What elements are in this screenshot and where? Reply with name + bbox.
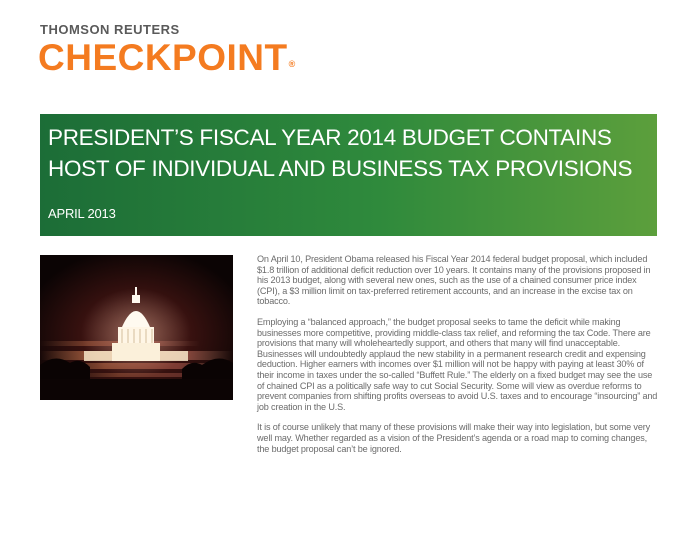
article-paragraph: It is of course unlikely that many of these provisions will make their way into legislation, but some very well may. Whether regarded as a vision of the President’s agenda or a road map to coming changes, the budget proposal can’t be ignored. [257,422,650,454]
article-body [257,254,661,464]
brand-product: CHECKPOINT [38,37,288,78]
title-banner [40,114,657,236]
page-title [48,122,648,184]
page-title-line-2: HOST OF INDIVIDUAL AND BUSINESS TAX PROVISIONS [48,156,633,181]
capitol-photo [40,255,233,400]
article-paragraph: On April 10, President Obama released his Fiscal Year 2014 federal budget proposal, which included $1.8 trillion of additional deficit reduction over 10 years. It contains many of the provisions proposed in his 2013 budget, along with several new ones, such as the use of a chained consumer price index (CPI), a $3 million limit on tax-preferred retirement accounts, and an increase in the excise tax on tobacco. [257,254,651,307]
article-paragraph: Employing a “balanced approach,” the budget proposal seeks to tame the deficit while making businesses more competitive, providing middle-class tax relief, and reforming the tax Code. There are provisions that many will wholeheartedly support, and others that many will find unacceptable. Businesses will undoubtedly applaud the new stability in a permanent research credit and expensing deduction. Higher earners with incomes over $1 million will not be happy with paying at least 30% of their income in taxes under the so-called “Buffett Rule.” The elderly on a fixed budget may see the use of chained CPI as a politically safe way to cut Social Security. Some will view as overdue reforms to prevent companies from shifting profits overseas to avoid U.S. taxes and to encourage “insourcing” and job creation in the U.S. [257,316,658,412]
capitol-dome-icon [40,255,233,400]
brand-logo [38,38,296,78]
page-title-line-1: PRESIDENT’S FISCAL YEAR 2014 BUDGET CONTAINS [48,125,612,150]
registered-mark: ® [288,59,296,69]
brand-company: THOMSON REUTERS [40,22,180,37]
publication-date: APRIL 2013 [48,206,116,221]
